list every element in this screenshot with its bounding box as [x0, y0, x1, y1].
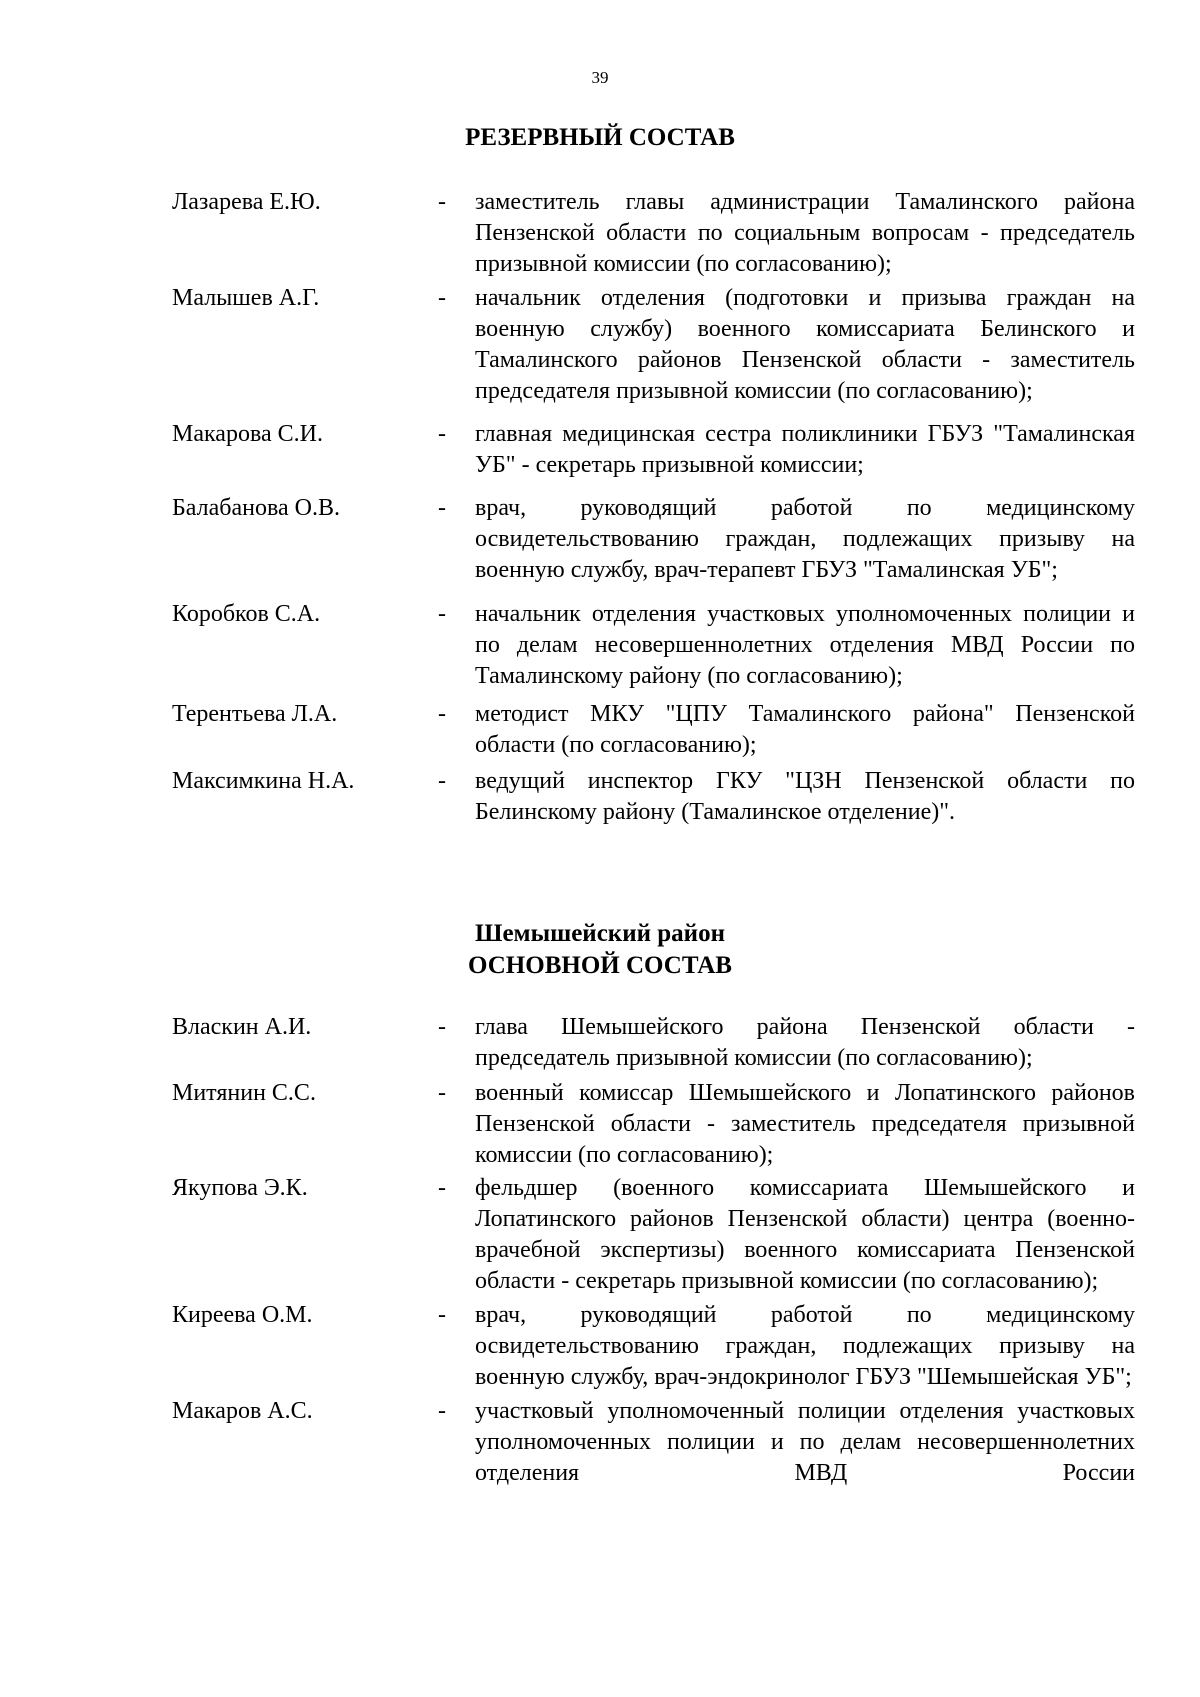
member-description: участковый уполномоченный полиции отделения участковых уполномоченных полиции и по делам несовершеннолетних отделения МВД России	[475, 1398, 1135, 1486]
member-dash: -	[438, 1014, 446, 1040]
member-description: ведущий инспектор ГКУ "ЦЗН Пензенской области по Белинскому району (Тамалинское отделение)".	[475, 768, 1135, 825]
member-description: военный комиссар Шемышейского и Лопатинского районов Пензенской области - заместитель председателя призывной комиссии (по согласованию);	[475, 1080, 1135, 1168]
member-name: Якупова Э.К.	[172, 1175, 308, 1201]
member-dash: -	[438, 1302, 446, 1328]
member-dash: -	[438, 189, 446, 215]
member-description: начальник отделения (подготовки и призыва граждан на военную службу) военного комиссариата Белинского и Тамалинского районов Пензенской области - заместитель председателя призывной комиссии (по согласованию);	[475, 285, 1135, 404]
member-description: фельдшер (военного комиссариата Шемышейского и Лопатинского районов Пензенской области) центра (военно-врачебной экспертизы) военного комиссариата Пензенской области - секретарь призывной комиссии (по согласованию);	[475, 1175, 1135, 1294]
member-dash: -	[438, 495, 446, 521]
member-description: методист МКУ "ЦПУ Тамалинского района" Пензенской области (по согласованию);	[475, 701, 1135, 758]
member-description: главная медицинская сестра поликлиники ГБУЗ "Тамалинская УБ" - секретарь призывной комиссии;	[475, 421, 1135, 478]
member-dash: -	[438, 768, 446, 794]
member-description: начальник отделения участковых уполномоченных полиции и по делам несовершеннолетних отделения МВД России по Тамалинскому району (по согласованию);	[475, 601, 1135, 689]
member-list-main	[0, 1012, 1200, 1489]
member-name: Власкин А.И.	[172, 1014, 312, 1040]
member-name: Митянин С.С.	[172, 1080, 316, 1106]
member-entry	[0, 1173, 1200, 1297]
member-name: Терентьева Л.А.	[172, 701, 338, 727]
section-heading-main: ОСНОВНОЙ СОСТАВ	[468, 952, 732, 979]
page-number: 39	[591, 68, 609, 87]
member-dash: -	[438, 1175, 446, 1201]
member-entry	[0, 187, 1200, 280]
member-entry	[0, 1078, 1200, 1171]
member-entry	[0, 1396, 1200, 1489]
member-description: глава Шемышейского района Пензенской области - председатель призывной комиссии (по согласованию);	[475, 1014, 1135, 1071]
member-name: Максимкина Н.А.	[172, 768, 355, 794]
member-name: Лазарева Е.Ю.	[172, 189, 321, 215]
member-name: Малышев А.Г.	[172, 285, 320, 311]
member-dash: -	[438, 421, 446, 447]
member-entry	[0, 493, 1200, 586]
member-name: Киреева О.М.	[172, 1302, 313, 1328]
member-entry	[0, 283, 1200, 407]
member-description: врач, руководящий работой по медицинскому освидетельствованию граждан, подлежащих призыву на военную службу, врач-эндокринолог ГБУЗ "Шемышейская УБ";	[475, 1302, 1135, 1390]
member-description: врач, руководящий работой по медицинскому освидетельствованию граждан, подлежащих призыву на военную службу, врач-терапевт ГБУЗ "Тамалинская УБ";	[475, 495, 1135, 583]
member-dash: -	[438, 601, 446, 627]
member-dash: -	[438, 1398, 446, 1424]
section-heading-reserve: РЕЗЕРВНЫЙ СОСТАВ	[465, 124, 735, 151]
member-description: заместитель главы администрации Тамалинского района Пензенской области по социальным вопросам - председатель призывной комиссии (по согласованию);	[475, 189, 1135, 277]
member-entry	[0, 419, 1200, 481]
member-dash: -	[438, 1080, 446, 1106]
member-entry	[0, 599, 1200, 692]
member-dash: -	[438, 701, 446, 727]
district-heading: Шемышейский район	[475, 920, 725, 947]
member-entry	[0, 699, 1200, 761]
member-name: Макаров А.С.	[172, 1398, 313, 1424]
member-entry	[0, 1300, 1200, 1393]
member-entry	[0, 1012, 1200, 1074]
member-dash: -	[438, 285, 446, 311]
member-name: Макарова С.И.	[172, 421, 323, 447]
member-entry	[0, 766, 1200, 828]
member-name: Балабанова О.В.	[172, 495, 340, 521]
member-name: Коробков С.А.	[172, 601, 321, 627]
member-list-reserve	[0, 187, 1200, 828]
